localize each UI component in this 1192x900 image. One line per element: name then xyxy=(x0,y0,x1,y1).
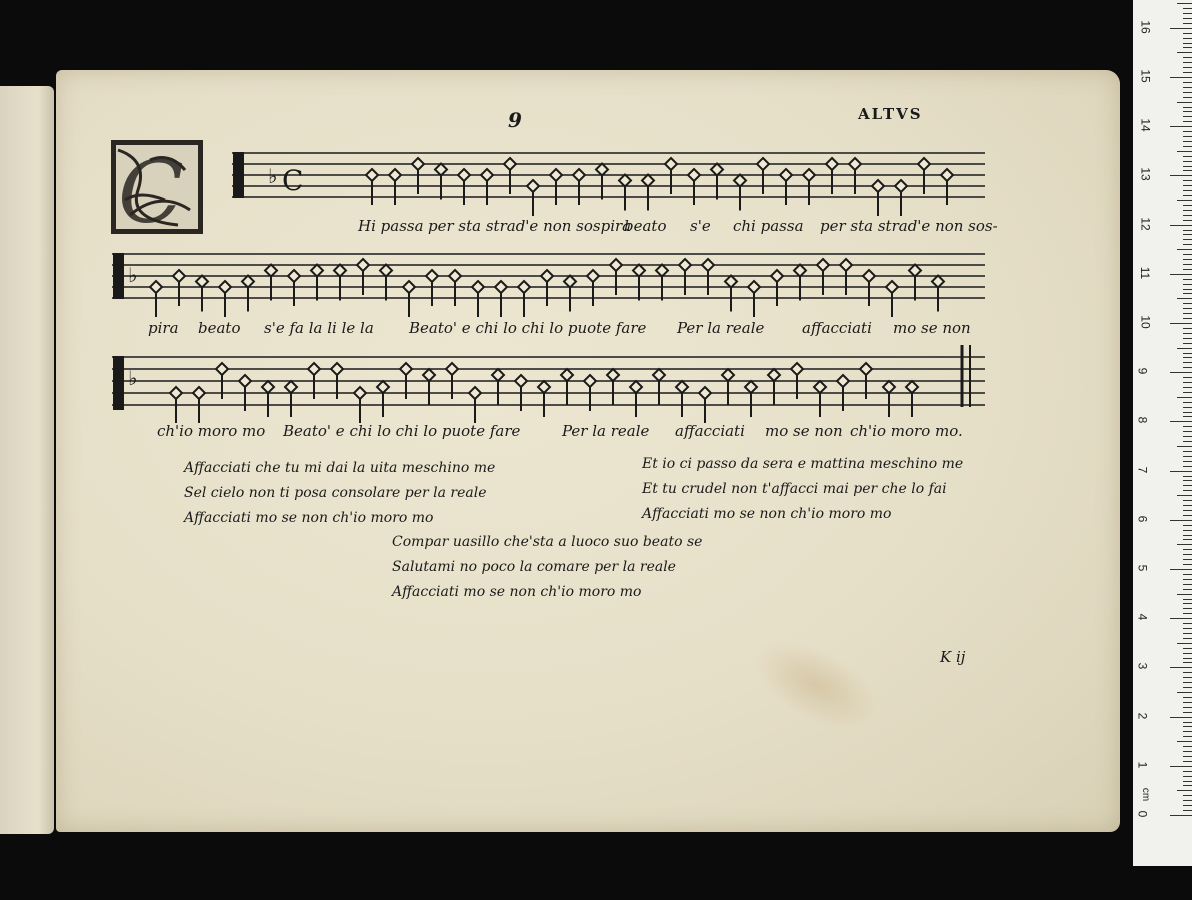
note xyxy=(619,175,631,211)
verse-line: Affacciati mo se non ch'io moro mo xyxy=(642,506,892,522)
voice-label: ALTVS xyxy=(858,105,923,123)
lyric-word: Per la reale xyxy=(562,422,650,440)
note xyxy=(449,270,461,306)
note xyxy=(564,276,576,312)
note xyxy=(481,169,493,205)
page-number: 9 xyxy=(508,108,522,132)
note xyxy=(311,265,323,301)
signature-mark: K ij xyxy=(940,648,966,666)
lyric-word: ch'io moro mo. xyxy=(850,422,963,440)
note xyxy=(909,265,921,301)
lyrics-line-1 xyxy=(357,217,998,235)
verse-line: Affacciati che tu mi dai la uita meschino me xyxy=(184,460,496,476)
ruler-label: 13 xyxy=(1138,167,1153,182)
note xyxy=(665,158,677,194)
note xyxy=(630,381,642,417)
note xyxy=(932,276,944,312)
lyric-word: ch'io moro mo xyxy=(157,422,266,440)
lyrics-line-2 xyxy=(148,319,971,337)
note xyxy=(196,276,208,312)
note xyxy=(895,180,907,216)
note xyxy=(633,265,645,301)
note xyxy=(561,369,573,405)
woodcut-initial xyxy=(111,140,203,243)
mensuration-sign: C xyxy=(282,164,304,197)
note xyxy=(288,270,300,306)
note xyxy=(702,259,714,295)
ruler-label: 10 xyxy=(1138,315,1153,329)
flat-sign: ♭ xyxy=(268,164,278,188)
note xyxy=(265,265,277,301)
note xyxy=(918,158,930,194)
verse-line: Affacciati mo se non ch'io moro mo xyxy=(392,584,642,600)
note xyxy=(607,369,619,405)
lyric-word: beato xyxy=(198,319,241,337)
notes xyxy=(150,158,953,423)
ruler-label: 16 xyxy=(1138,20,1153,34)
ruler-label: 4 xyxy=(1135,613,1150,621)
note xyxy=(679,259,691,295)
note xyxy=(849,158,861,194)
ruler-label: 8 xyxy=(1135,417,1150,424)
verse-line: Compar uasillo che'sta a luoco suo beato se xyxy=(392,534,703,550)
lyric-word: beato xyxy=(624,217,667,235)
ruler-label: 2 xyxy=(1135,712,1150,719)
note xyxy=(219,281,231,317)
verse-right xyxy=(642,452,963,527)
note xyxy=(725,276,737,312)
note xyxy=(285,381,297,417)
note xyxy=(366,169,378,205)
note xyxy=(357,259,369,295)
note xyxy=(504,158,516,194)
note xyxy=(596,164,608,200)
note xyxy=(794,265,806,301)
note xyxy=(863,270,875,306)
lyric-word: per sta strad'e non sospira xyxy=(428,217,632,235)
ruler-label: 5 xyxy=(1135,564,1150,572)
note xyxy=(803,169,815,205)
note xyxy=(688,169,700,205)
note xyxy=(780,169,792,205)
verse-line: Et tu crudel non t'affacci mai per che lo fai xyxy=(642,481,947,497)
note xyxy=(676,381,688,417)
note xyxy=(527,180,539,216)
note xyxy=(587,270,599,306)
ruler-label: 7 xyxy=(1135,466,1150,473)
note xyxy=(817,259,829,295)
lyric-word: per sta strad'e non sos- xyxy=(820,217,998,235)
lyric-word: mo se non xyxy=(893,319,971,337)
lyric-word: s'e xyxy=(690,217,711,235)
final-barline xyxy=(962,345,970,407)
note xyxy=(573,169,585,205)
note xyxy=(653,369,665,405)
note xyxy=(711,164,723,200)
ruler-label: 3 xyxy=(1135,663,1150,670)
note xyxy=(814,381,826,417)
lyrics-line-3 xyxy=(157,422,963,440)
lyric-word: Hi passa xyxy=(358,217,424,235)
ruler-label: 12 xyxy=(1138,216,1153,231)
note xyxy=(380,265,392,301)
ruler-label: 6 xyxy=(1135,515,1150,523)
lyric-word: affacciati xyxy=(802,319,872,337)
lyric-word: Beato' e chi lo chi lo puote fare xyxy=(283,422,521,440)
lyric-word: s'e fa la li le la xyxy=(264,319,374,337)
note xyxy=(768,369,780,405)
note xyxy=(173,270,185,306)
note xyxy=(826,158,838,194)
note xyxy=(412,158,424,194)
note xyxy=(242,276,254,312)
note xyxy=(389,169,401,205)
note xyxy=(748,281,760,317)
note xyxy=(377,381,389,417)
ruler-label: 11 xyxy=(1138,266,1153,280)
note xyxy=(262,381,274,417)
flat-sign: ♭ xyxy=(128,366,138,390)
ruler-label: 0 xyxy=(1135,810,1150,818)
ruler-label: 1 xyxy=(1135,761,1150,769)
note xyxy=(941,169,953,205)
note xyxy=(840,259,852,295)
note xyxy=(423,369,435,405)
lyric-word: Per la reale xyxy=(677,319,765,337)
note xyxy=(518,281,530,317)
verse-left xyxy=(184,456,495,531)
flat-sign: ♭ xyxy=(128,263,138,287)
note xyxy=(435,164,447,200)
note xyxy=(872,180,884,216)
ruler-label: 14 xyxy=(1138,118,1153,132)
note xyxy=(403,281,415,317)
lyric-word: chi passa xyxy=(733,217,804,235)
note xyxy=(745,381,757,417)
note xyxy=(722,369,734,405)
verse-line: Sel cielo non ti posa consolare per la reale xyxy=(184,485,487,501)
ruler-label: 15 xyxy=(1138,69,1153,83)
note xyxy=(757,158,769,194)
note xyxy=(883,381,895,417)
ruler-label: 9 xyxy=(1135,367,1150,375)
note xyxy=(538,381,550,417)
note xyxy=(472,281,484,317)
note xyxy=(541,270,553,306)
note xyxy=(458,169,470,205)
ruler-unit: cm xyxy=(1140,787,1152,802)
note xyxy=(906,381,918,417)
note xyxy=(150,281,162,317)
verse-center xyxy=(392,530,702,605)
note xyxy=(734,175,746,211)
initial-letter: C xyxy=(118,143,184,243)
note xyxy=(492,369,504,405)
note xyxy=(656,265,668,301)
lyric-word: Beato' e chi lo chi lo puote fare xyxy=(409,319,647,337)
note xyxy=(642,175,654,211)
note xyxy=(771,270,783,306)
verse-line: Salutami no poco la comare per la reale xyxy=(392,559,676,575)
note xyxy=(610,259,622,295)
note xyxy=(426,270,438,306)
note xyxy=(495,281,507,317)
note xyxy=(334,265,346,301)
verse-line: Affacciati mo se non ch'io moro mo xyxy=(184,510,434,526)
verse-line: Et io ci passo da sera e mattina meschino me xyxy=(642,456,964,472)
note xyxy=(886,281,898,317)
lyric-word: pira xyxy=(148,319,179,337)
lyric-word: mo se non xyxy=(765,422,843,440)
note xyxy=(550,169,562,205)
lyric-word: affacciati xyxy=(675,422,745,440)
